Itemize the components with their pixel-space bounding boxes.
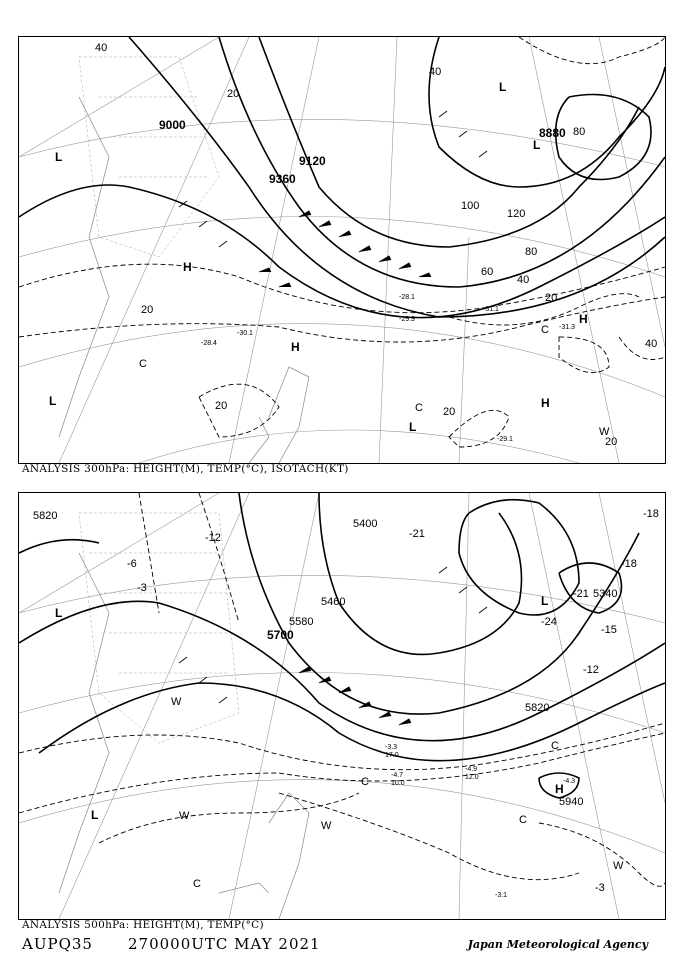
isotach-label: 40 [645, 338, 658, 350]
height-label-9000: 9000 [159, 118, 186, 132]
temp-label: 10.0 [391, 780, 405, 787]
isotherm-label: -6 [127, 558, 137, 570]
temp-label: -30.1 [237, 330, 253, 337]
isotherm-label: -12 [583, 664, 599, 676]
caption-500hpa: ANALYSIS 500hPa: HEIGHT(M), TEMP(°C) [22, 919, 264, 931]
isotherm-label: -12 [205, 532, 221, 544]
temp-label: -4.7 [391, 772, 404, 779]
warm-center: W [613, 860, 624, 872]
wind-barbs [179, 111, 487, 287]
high-pressure-center: H [555, 782, 564, 796]
map-300hpa [18, 36, 666, 464]
high-pressure-center: H [183, 260, 192, 274]
height-label-9360: 9360 [269, 172, 296, 186]
low-pressure-center: L [49, 394, 57, 408]
isotach-label: 60 [481, 266, 494, 278]
height-label-5340: 5340 [593, 588, 618, 600]
isotach-label: 20 [227, 88, 240, 100]
height-label-5940: 5940 [559, 796, 584, 808]
temp-label: -3.1 [495, 892, 508, 899]
height-label-5400: 5400 [353, 518, 378, 530]
height-label-5700: 5700 [267, 628, 294, 642]
low-pressure-center: L [55, 150, 63, 164]
warm-center: W [179, 810, 190, 822]
isotach-label: 20 [605, 436, 618, 448]
height-contours [19, 493, 665, 798]
isotach-label: 20 [443, 406, 456, 418]
agency-name: Japan Meteorological Agency [467, 938, 648, 951]
low-pressure-center: L [499, 80, 507, 94]
bulletin-code: AUPQ35 [22, 935, 93, 953]
isotach-label: 80 [573, 126, 586, 138]
isotherm-label: -3 [595, 882, 605, 894]
height-label-5460: 5460 [321, 596, 346, 608]
terrain-hatch [79, 57, 219, 257]
temp-label: -3.3 [385, 744, 398, 751]
high-pressure-center: H [541, 396, 550, 410]
isotach-label: 40 [429, 66, 442, 78]
cold-center: C [361, 776, 369, 788]
warm-center: W [321, 820, 332, 832]
isotach-label: 80 [525, 246, 538, 258]
cold-center: C [193, 878, 201, 890]
map-500hpa [18, 492, 666, 920]
low-pressure-center: L [541, 594, 549, 608]
coastlines [59, 97, 309, 463]
isotherm-contours [19, 493, 665, 886]
temp-label: -31.3 [559, 324, 575, 331]
temp-label: -4.3 [563, 778, 576, 785]
temp-label: 17.0 [385, 752, 399, 759]
cold-center: C [415, 402, 423, 414]
temp-label: -31.1 [483, 306, 499, 313]
height-label-5820: 5820 [33, 510, 58, 522]
isotherm-label: -21 [573, 588, 589, 600]
isotach-label: 40 [517, 274, 530, 286]
high-pressure-center: H [579, 312, 588, 326]
isotach-label: 20 [141, 304, 154, 316]
isotherm-label: -15 [601, 624, 617, 636]
temp-label: -4.9 [465, 766, 478, 773]
temp-label: -28.1 [399, 294, 415, 301]
warm-center: W [171, 696, 182, 708]
cold-center: C [139, 358, 147, 370]
isotach-label: 100 [461, 200, 480, 212]
temp-label: 12.0 [465, 774, 479, 781]
isotherm-label: -3 [137, 582, 147, 594]
height-label-9120: 9120 [299, 154, 326, 168]
height-label-5820: 5820 [525, 702, 550, 714]
map-500hpa-chart [19, 493, 665, 919]
temp-label: -29.1 [497, 436, 513, 443]
isotach-label: 20 [215, 400, 228, 412]
low-pressure-center: L [533, 138, 541, 152]
low-pressure-center: L [55, 606, 63, 620]
wind-barbs [179, 567, 487, 725]
cold-center: C [519, 814, 527, 826]
height-label-8880: 8880 [539, 126, 566, 140]
low-pressure-center: L [91, 808, 99, 822]
isotach-label: 20 [545, 292, 558, 304]
isotach-label: 40 [95, 42, 108, 54]
height-contours [19, 37, 665, 318]
temp-label: -29.9 [399, 316, 415, 323]
isotherm-label: -18 [643, 508, 659, 520]
isotherm-label: -24 [541, 616, 557, 628]
isotherm-label: -21 [409, 528, 425, 540]
temp-label: -28.4 [201, 340, 217, 347]
warm-center: W [599, 426, 610, 438]
low-pressure-center: L [409, 420, 417, 434]
caption-300hpa: ANALYSIS 300hPa: HEIGHT(M), TEMP(°C), ISOTACH(KT) [22, 463, 349, 475]
isotach-label: 120 [507, 208, 526, 220]
cold-center: C [541, 324, 549, 336]
isotherm-label: -18 [621, 558, 637, 570]
terrain-hatch [79, 513, 239, 743]
map-300hpa-chart [19, 37, 665, 463]
analysis-time: 270000UTC MAY 2021 [128, 935, 321, 953]
cold-center: C [551, 740, 559, 752]
high-pressure-center: H [291, 340, 300, 354]
height-label-5580: 5580 [289, 616, 314, 628]
